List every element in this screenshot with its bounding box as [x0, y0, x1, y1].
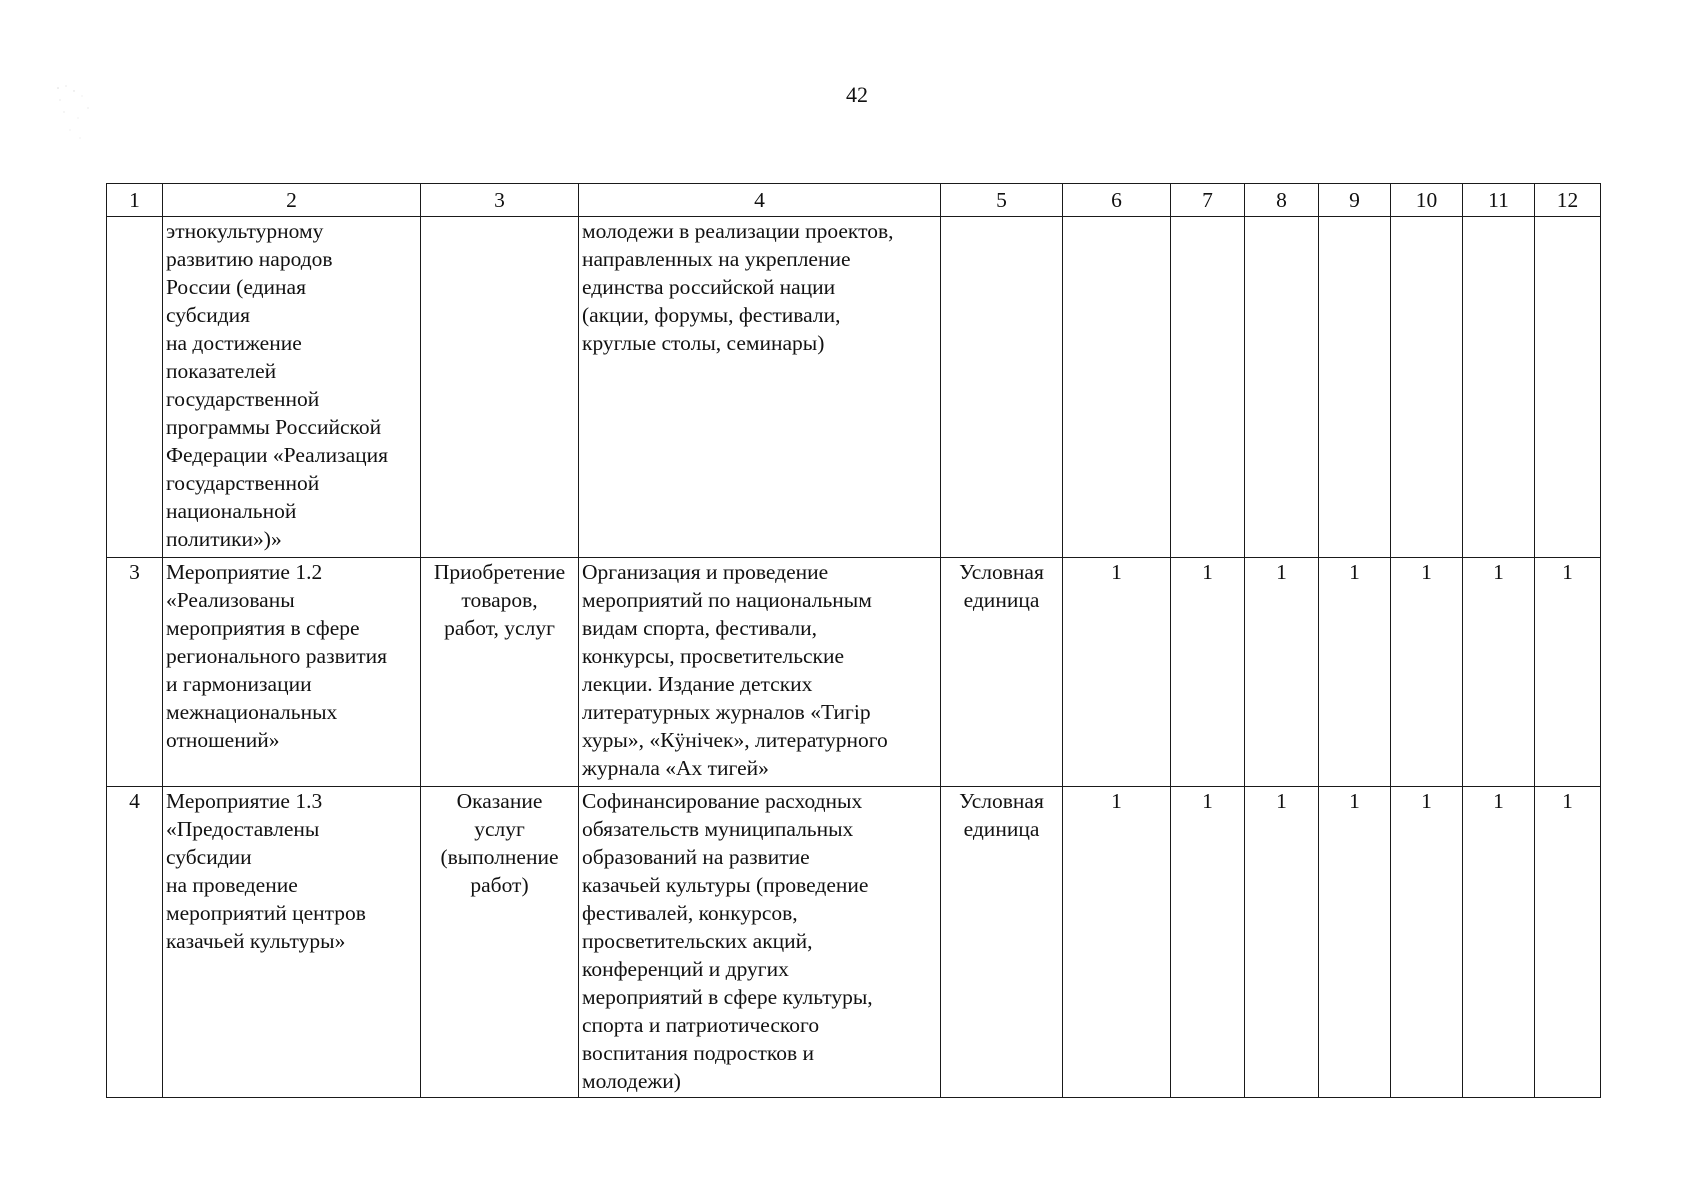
header-col-4: 4 [579, 184, 941, 217]
value-col-9 [1319, 217, 1391, 558]
value-col-6 [1063, 217, 1171, 558]
measure-name: Мероприятие 1.2 «Реализованы мероприятия в сфере регионального развития и гармонизации межнациональных отношений» [163, 558, 421, 787]
page-number: 42 [846, 82, 868, 107]
value-col-9: 1 [1319, 558, 1391, 787]
table-row [107, 217, 1601, 558]
table-row [107, 787, 1601, 1098]
measure-description: Софинансирование расходных обязательств муниципальных образований на развитие казачьей культуры (проведение фестивалей, конкурсов, просветительских акций, конференций и других мероприятий в сфере культуры, спорта и патриотического воспитания подростков и молодежи) [579, 787, 941, 1098]
value-col-12: 1 [1535, 787, 1601, 1098]
measure-type: Приобретение товаров, работ, услуг [421, 558, 579, 787]
scan-artifact [52, 82, 102, 152]
value-col-11: 1 [1463, 787, 1535, 1098]
value-col-11 [1463, 217, 1535, 558]
measure-type [421, 217, 579, 558]
measure-description: молодежи в реализации проектов, направленных на укрепление единства российской нации (акции, форумы, фестивали, круглые столы, семинары) [579, 217, 941, 558]
row-number: 4 [107, 787, 163, 1098]
value-col-12: 1 [1535, 558, 1601, 787]
value-col-11: 1 [1463, 558, 1535, 787]
value-col-10: 1 [1391, 787, 1463, 1098]
measure-unit: Условная единица [941, 558, 1063, 787]
header-col-3: 3 [421, 184, 579, 217]
measures-table [106, 183, 1601, 1098]
value-col-7: 1 [1171, 787, 1245, 1098]
measure-description: Организация и проведение мероприятий по национальным видам спорта, фестивали, конкурсы, просветительские лекции. Издание детских литературных журналов «Тигір хуры», «Кӱнічек», литературного журнала «Ах тигей» [579, 558, 941, 787]
value-col-7: 1 [1171, 558, 1245, 787]
header-col-9: 9 [1319, 184, 1391, 217]
header-col-10: 10 [1391, 184, 1463, 217]
header-col-6: 6 [1063, 184, 1171, 217]
header-col-5: 5 [941, 184, 1063, 217]
value-col-8 [1245, 217, 1319, 558]
value-col-6: 1 [1063, 787, 1171, 1098]
value-col-10 [1391, 217, 1463, 558]
value-col-6: 1 [1063, 558, 1171, 787]
value-col-8: 1 [1245, 787, 1319, 1098]
measure-name: Мероприятие 1.3 «Предоставлены субсидии на проведение мероприятий центров казачьей культуры» [163, 787, 421, 1098]
row-number: 3 [107, 558, 163, 787]
value-col-9: 1 [1319, 787, 1391, 1098]
header-col-8: 8 [1245, 184, 1319, 217]
measure-unit [941, 217, 1063, 558]
value-col-10: 1 [1391, 558, 1463, 787]
header-col-2: 2 [163, 184, 421, 217]
measure-type: Оказание услуг (выполнение работ) [421, 787, 579, 1098]
value-col-8: 1 [1245, 558, 1319, 787]
value-col-7 [1171, 217, 1245, 558]
row-number [107, 217, 163, 558]
header-col-12: 12 [1535, 184, 1601, 217]
table-row [107, 558, 1601, 787]
measure-name: этнокультурному развитию народов России (единая субсидия на достижение показателей государственной программы Российской Федерации «Реализация государственной национальной политики»)» [163, 217, 421, 558]
header-col-1: 1 [107, 184, 163, 217]
value-col-12 [1535, 217, 1601, 558]
header-row [107, 184, 1601, 217]
header-col-7: 7 [1171, 184, 1245, 217]
measure-unit: Условная единица [941, 787, 1063, 1098]
header-col-11: 11 [1463, 184, 1535, 217]
